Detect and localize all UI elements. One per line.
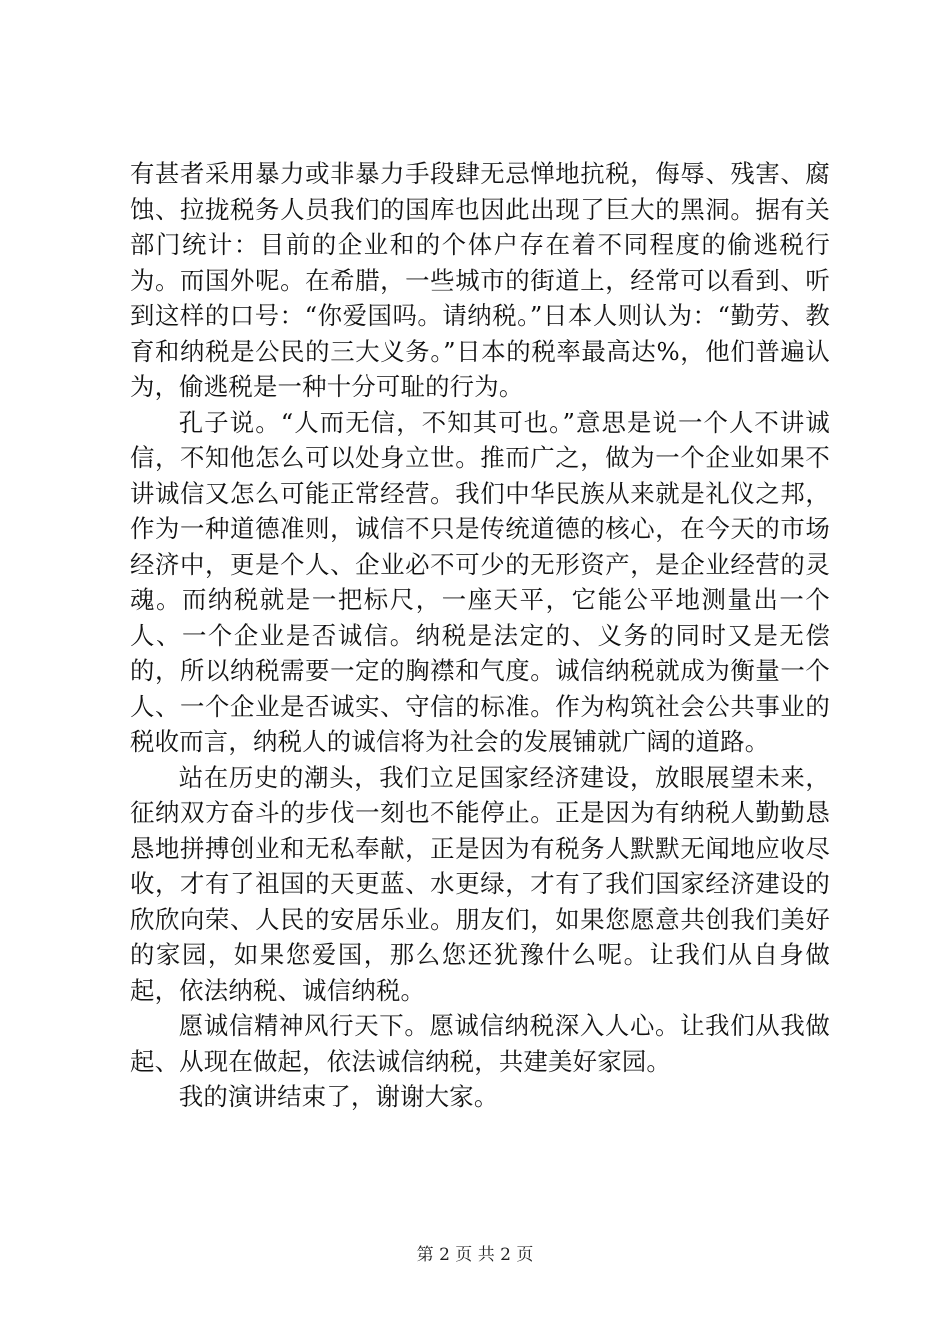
paragraph-continued: 有甚者采用暴力或非暴力手段肆无忌惮地抗税，侮辱、残害、腐蚀、拉拢税务人员我们的国库也因此出现了巨大的黑洞。据有关部门统计：目前的企业和的个体户存在着不同程度的偷逃税行为。而国外呢。在希腊，一些城市的街道上，经常可以看到、听到这样的口号：“你爱国吗。请纳税。”日本人则认为：“勤劳、教育和纳税是公民的三大义务。”日本的税率最高达%，他们普遍认为，偷逃税是一种十分可耻的行为。 [130,159,830,401]
paragraph-history: 站在历史的潮头，我们立足国家经济建设，放眼展望未来，征纳双方奋斗的步伐一刻也不能停止。正是因为有纳税人勤勤恳恳地拼搏创业和无私奉献，正是因为有税务人默默无闻地应收尽收，才有了祖国的天更蓝、水更绿，才有了我们国家经济建设的欣欣向荣、人民的安居乐业。朋友们，如果您愿意共创我们美好的家园，如果您爱国，那么您还犹豫什么呢。让我们从自身做起，依法纳税、诚信纳税。 [130,762,830,1005]
document-body [130,156,830,1115]
paragraph-confucius: 孔子说。“人而无信，不知其可也。”意思是说一个人不讲诚信，不知他怎么可以处身立世。推而广之，做为一个企业如果不讲诚信又怎么可能正常经营。我们中华民族从来就是礼仪之邦，作为一种道德准则，诚信不只是传统道德的核心，在今天的市场经济中，更是个人、企业必不可少的无形资产，是企业经营的灵魂。而纳税就是一把标尺，一座天平，它能公平地测量出一个人、一个企业是否诚信。纳税是法定的、义务的同时又是无偿的，所以纳税需要一定的胸襟和气度。诚信纳税就成为衡量一个人、一个企业是否诚实、守信的标准。作为构筑社会公共事业的税收而言，纳税人的诚信将为社会的发展铺就广阔的道路。 [130,407,830,756]
page-number-footer: 第 2 页 共 2 页 [416,1245,534,1265]
paragraph-wish: 愿诚信精神风行天下。愿诚信纳税深入人心。让我们从我做起、从现在做起，依法诚信纳税，共建美好家园。 [130,1011,830,1076]
paragraph-closing: 我的演讲结束了，谢谢大家。 [178,1082,499,1111]
